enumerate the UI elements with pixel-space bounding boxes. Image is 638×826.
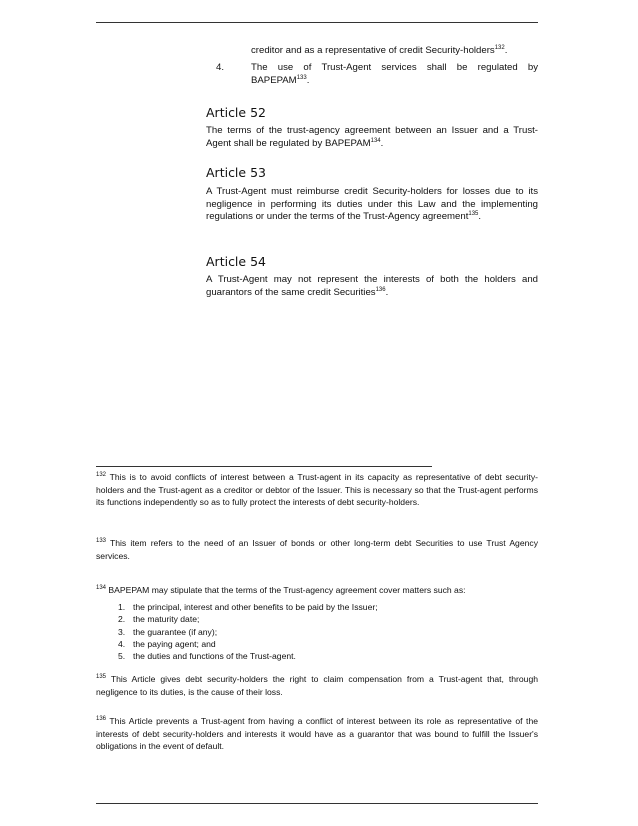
footnote-separator xyxy=(96,466,432,467)
footnote-132 xyxy=(96,471,538,509)
list-item: 5. the duties and functions of the Trust-agent. xyxy=(118,651,296,662)
footnote-number: 132 xyxy=(96,472,107,479)
list-item: 3. the guarantee (if any); xyxy=(118,626,218,637)
footnote-list xyxy=(118,601,378,662)
footnote-number: 136 xyxy=(96,716,107,723)
footnote-135 xyxy=(96,673,538,698)
footer-rule xyxy=(96,803,538,804)
list-item-number: 4. xyxy=(216,62,225,73)
footnote-number: 133 xyxy=(96,538,107,545)
footnote-134 xyxy=(96,584,538,664)
list-item: 4. the paying agent; and xyxy=(118,638,216,649)
list-item-text: The use of Trust-Agent services shall be regulated by BAPEPAM$^{133}$. xyxy=(251,62,538,86)
article-52-heading: Article 52 xyxy=(206,105,266,120)
footnote-text: This Article gives debt security-holders the right to claim compensation from a Trust-agent that, through negligence to its duties, is the cause of their loss. xyxy=(96,674,539,697)
list-item: 2. the maturity date; xyxy=(118,614,200,625)
footnote-133 xyxy=(96,537,538,562)
article-53-heading: Article 53 xyxy=(206,165,266,180)
list-item-continuation: creditor and as a representative of credit Security-holders$^{132}$. xyxy=(251,44,508,56)
footnote-ref-136[interactable]: 136 xyxy=(375,286,386,293)
article-52-text: The terms of the trust-agency agreement between an Issuer and a Trust-Agent shall be regulated by BAPEPAM$^{134}$. xyxy=(206,125,538,149)
footnote-text: BAPEPAM may stipulate that the terms of the Trust-agency agreement cover matters such as: xyxy=(108,585,466,595)
footnote-number: 134 xyxy=(96,585,107,592)
article-53-text: A Trust-Agent must reimburse credit Security-holders for losses due to its negligence in performing its duties under this Law and the implementing regulations or under the terms of the Trust-Agency agreement$^{135}$. xyxy=(206,186,538,223)
footnote-text: This Article prevents a Trust-agent from having a conflict of interest between its role as representative of the interests of debt security-holders and interests it would have as a guarantor that was bound to fulfill the Issuer's obligations in the event of default. xyxy=(96,716,539,751)
footnote-text: This item refers to the need of an Issuer of bonds or other long-term debt Securities to use Trust Agency services. xyxy=(96,538,538,561)
footnote-ref-132[interactable]: 132 xyxy=(494,44,505,51)
header-rule xyxy=(96,22,538,23)
article-54-heading: Article 54 xyxy=(206,254,266,269)
footnote-ref-134[interactable]: 134 xyxy=(370,137,381,144)
list-item: 1. the principal, interest and other benefits to be paid by the Issuer; xyxy=(118,602,378,612)
article-54-text: A Trust-Agent may not represent the interests of both the holders and guarantors of the same credit Securities$^{136}$. xyxy=(206,274,538,298)
footnote-ref-133[interactable]: 133 xyxy=(296,74,307,81)
footnote-number: 135 xyxy=(96,674,107,681)
footnote-ref-135[interactable]: 135 xyxy=(468,211,479,217)
footnote-136 xyxy=(96,715,538,753)
footnote-text: This is to avoid conflicts of interest between a Trust-agent in its capacity as representative of debt security-holders and the Trust-agent as a creditor or debtor of the Issuer. This is necessary so that the Trust-agent performs its functions independently so as to fully protect the interests of debt security-holders. xyxy=(96,472,539,507)
